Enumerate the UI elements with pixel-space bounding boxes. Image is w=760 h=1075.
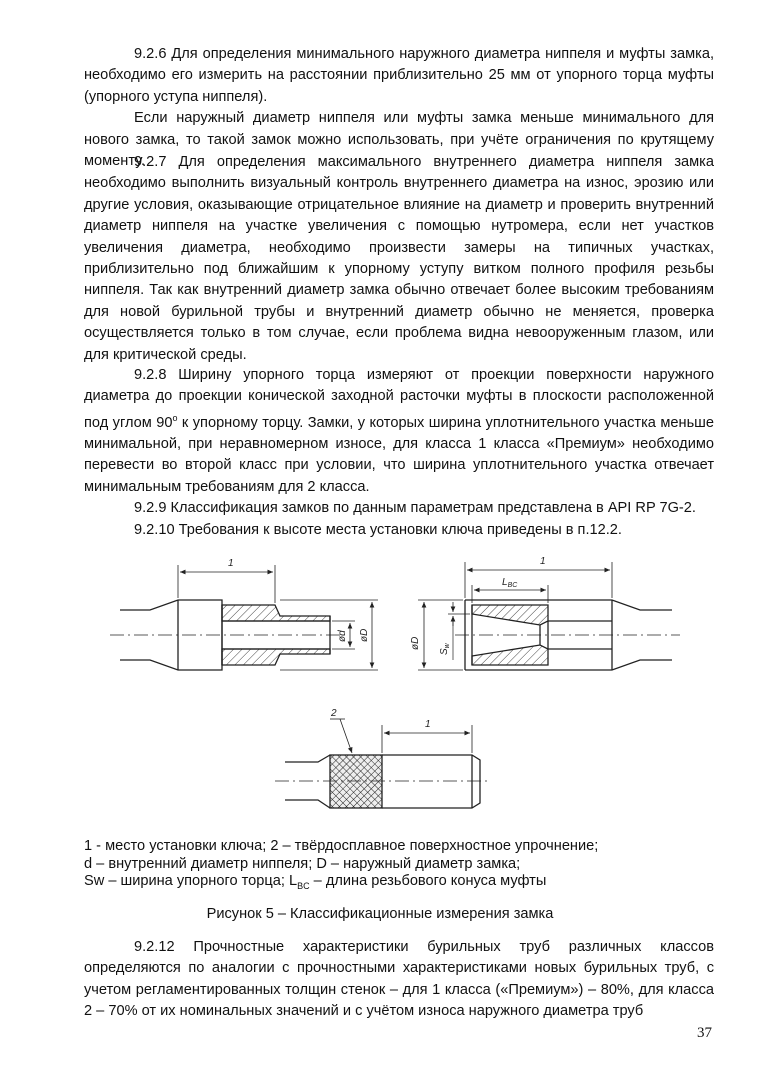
dim-label-lbc: $L_{BC}$ [502,577,518,589]
dim-label-1-nipple: 1 [228,558,234,569]
dim-label-1-joint: 1 [425,719,431,730]
legend-line-3: Sw – ширина упорного торца; $L_{BC}$ – длина резьбового конуса муфты [84,873,547,891]
figure-caption: Рисунок 5 – Классификационные измерения замка [206,906,554,922]
box-drawing [418,562,680,670]
legend-line-2: d – внутренний диаметр ниппеля; D – наружный диаметр замка; [84,855,521,872]
section-9-2-12 [84,937,714,1023]
paragraph-9-2-6-note: Если наружный диаметр ниппеля или муфты замка меньше минимального для нового замка, то такой замок можно использовать, при учёте ограничения по крутящему моменту. [84,110,714,170]
paragraph-9-2-9: 9.2.9 Классификация замков по данным параметрам представлена в API RP 7G-2. [134,500,696,517]
dim-label-D-nipple: øD [359,628,370,642]
paragraph-9-2-7: 9.2.7 Для определения максимального внутреннего диаметра ниппеля замка необходимо выполнить визуальный контроль внутреннего диаметра на износ, эрозию или другие условия, оказывающие отрицательное влияние на диаметр и проверить внутренний диаметр ниппеля на участке увеличения с помощью нутромера, если нет участков увеличения диаметра, необходимо произвести замеры на типичных участках, приблизительно под ближайшим к упорному уступу витком полного профиля резьбы ниппеля. Так как внутренний диаметр замка обычно отвечает более высоким требованиям для новой бурильной трубы и внутренний диаметр обычно не меняется, проверка осуществляется только в том случае, если проблема видна невооруженным глазом, или для критической среды. [84,154,714,363]
nipple-drawing [110,565,378,670]
dim-label-D-box: øD [410,636,421,650]
paragraph-9-2-6: 9.2.6 Для определения минимального наружного диаметра ниппеля и муфты замка, необходимо его измерить на расстоянии приблизительно 25 мм от упорного торца муфты (упорного уступа ниппеля). [84,46,714,105]
dim-label-1-box: 1 [540,556,546,567]
tool-joint-drawing [275,719,490,808]
page-number: 37 [697,1025,712,1041]
legend-line-1: 1 - место установки ключа; 2 – твёрдосплавное поверхностное упрочнение; [84,838,599,854]
paragraph-9-2-8: 9.2.8 Ширину упорного торца измеряют от проекции поверхности наружного диаметра до проекции конической заходной расточки муфты в плоскости расположенной под углом $90^о$ к упорному торцу. Замки, у которых ширина уплотнительного участка меньше минимальной, при неравномерном износе, для класса 1 класса «Премиум» необходимо перевести во второй класс при условии, что ширина уплотнительного участка отвечает минимальным требованиям для 2 класса. [84,367,715,495]
paragraph-9-2-12: 9.2.12 Прочностные характеристики бурильных труб различных классов определяются по аналогии с прочностными характеристиками новых бурильных труб, с учетом регламентированных толщин стенок – для 1 класса («Премиум») – 80%, для класса 2 – 70% от их номинальных значений и с учётом износа наружного диаметра труб [84,939,714,1020]
paragraph-9-2-10: 9.2.10 Требования к высоте места установки ключа приведены в п.12.2. [134,521,622,538]
dim-label-sw: $S_w$ [439,643,451,655]
dim-label-2: 2 [331,708,337,719]
figure-legend [84,838,724,895]
dim-label-d: ød [337,630,348,642]
